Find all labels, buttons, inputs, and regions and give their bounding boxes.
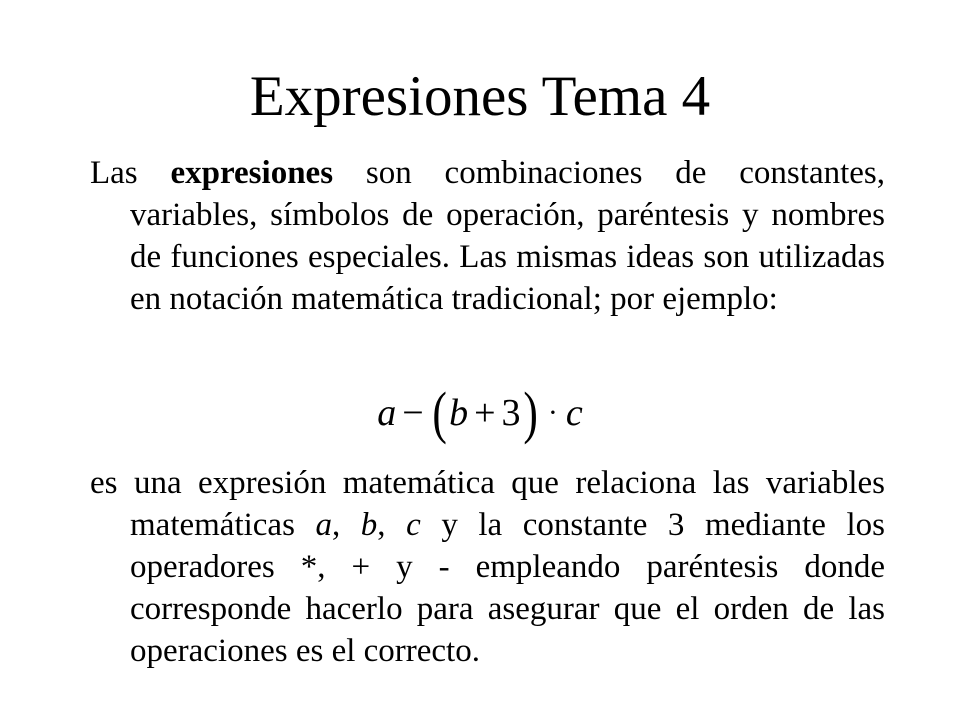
slide-title: Expresiones Tema 4 bbox=[249, 65, 711, 128]
comma-2: , bbox=[377, 507, 386, 543]
variable-b: b bbox=[360, 507, 378, 543]
variable-a: a bbox=[315, 507, 332, 543]
formula-var-c: c bbox=[565, 392, 583, 434]
definition-paragraph bbox=[90, 152, 885, 320]
formula-dot: · bbox=[547, 396, 558, 429]
paragraph-lead: Las bbox=[90, 155, 138, 191]
math-formula bbox=[0, 378, 960, 448]
formula-plus: + bbox=[474, 392, 496, 434]
formula-var-a: a bbox=[377, 392, 397, 434]
comma-1: , bbox=[331, 507, 341, 543]
formula-constant: 3 bbox=[501, 392, 521, 434]
formula-right-paren: ) bbox=[522, 380, 538, 445]
explanation-part1: es una expresión matemática que relaciona las variables matemáticas bbox=[90, 465, 885, 543]
variable-c: c bbox=[406, 507, 421, 543]
formula-minus: − bbox=[402, 392, 424, 434]
explanation-part2: y la constante 3 mediante los operadores *, + y - empleando paréntesis donde corresponde hacerlo para asegurar que el orden de las operaciones es el correcto. bbox=[130, 507, 886, 669]
formula-var-b: b bbox=[449, 392, 469, 434]
formula-left-paren: ( bbox=[432, 380, 447, 445]
paragraph-body: son combinaciones de constantes, variables, símbolos de operación, paréntesis y nombres de funciones especiales. Las mismas ideas son utilizadas en notación matemática tradicional; por ejemplo: bbox=[130, 155, 885, 317]
explanation-paragraph bbox=[90, 462, 885, 672]
bold-term: expresiones bbox=[170, 155, 334, 191]
